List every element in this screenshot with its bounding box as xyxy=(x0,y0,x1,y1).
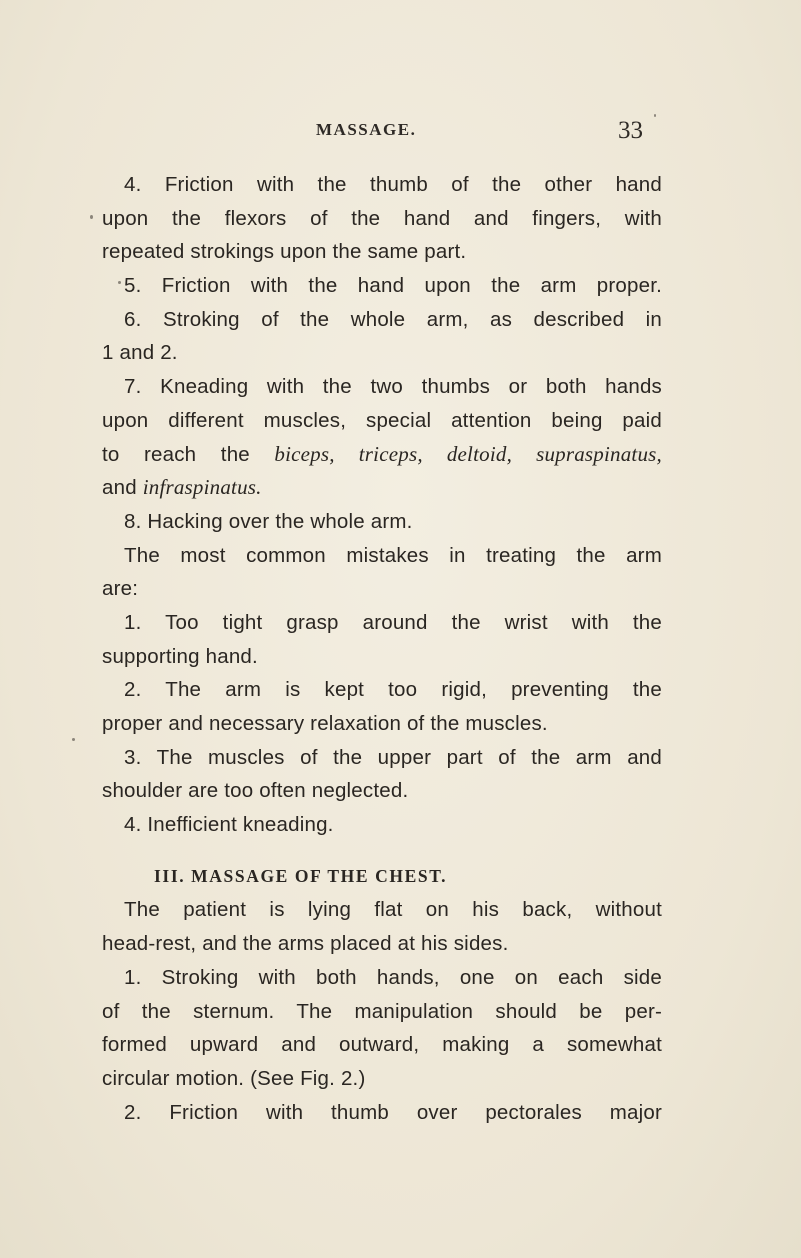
text-line: 4. Friction with the thumb of the other hand xyxy=(124,173,662,196)
text-run: and xyxy=(102,476,143,500)
text-line: 8. Hacking over the whole arm. xyxy=(124,509,413,533)
text-run: to reach the xyxy=(102,442,275,466)
running-head xyxy=(0,117,801,150)
body-text xyxy=(102,168,662,1129)
paper-speck xyxy=(72,738,75,741)
text-line: supporting hand. xyxy=(102,644,258,668)
text-line: proper and necessary relaxation of the muscles. xyxy=(102,712,548,735)
italic-muscle-names: biceps, triceps, deltoid, supraspinatus, xyxy=(274,441,662,466)
text-line: 3. The muscles of the upper part of the arm and xyxy=(124,745,662,769)
paper-speck xyxy=(90,215,93,219)
text-line: The patient is lying flat on his back, without xyxy=(124,898,662,922)
text-line: head-rest, and the arms placed at his sides. xyxy=(102,932,509,956)
section-heading: III. MASSAGE OF THE CHEST. xyxy=(154,865,448,886)
text-line: 4. Inefficient kneading. xyxy=(124,813,334,837)
text-line: 1. Stroking with both hands, one on each side xyxy=(124,965,662,989)
text-line: 6. Stroking of the whole arm, as described in xyxy=(124,307,662,331)
text-line: 7. Kneading with the two thumbs or both hands xyxy=(124,375,662,399)
paper-speck xyxy=(654,114,656,117)
text-line: upon different muscles, special attention being paid xyxy=(102,408,662,432)
text-line: 2. Friction with thumb over pectorales major xyxy=(124,1100,662,1124)
text-line: The most common mistakes in treating the arm xyxy=(124,543,662,567)
text-line: shoulder are too often neglected. xyxy=(102,779,409,803)
text-line: upon the flexors of the hand and fingers, with xyxy=(102,206,662,230)
text-line: 2. The arm is kept too rigid, preventing the xyxy=(124,678,662,702)
running-title: MASSAGE. xyxy=(316,120,417,139)
text-line: circular motion. (See Fig. 2.) xyxy=(102,1066,366,1090)
text-line xyxy=(102,471,662,505)
paper-speck xyxy=(118,281,121,284)
page-number: 33 xyxy=(618,117,643,144)
text-line: are: xyxy=(102,577,139,601)
italic-muscle-name: infraspinatus. xyxy=(142,475,262,500)
text-line: formed upward and outward, making a somewhat xyxy=(102,1033,662,1057)
text-line: repeated strokings upon the same part. xyxy=(102,240,467,264)
text-line: of the sternum. The manipulation should be per- xyxy=(102,999,662,1023)
text-line: 1. Too tight grasp around the wrist with the xyxy=(124,610,662,634)
text-line xyxy=(102,438,662,472)
text-line: 1 and 2. xyxy=(102,341,178,365)
text-line: 5. Friction with the hand upon the arm proper. xyxy=(124,274,662,298)
